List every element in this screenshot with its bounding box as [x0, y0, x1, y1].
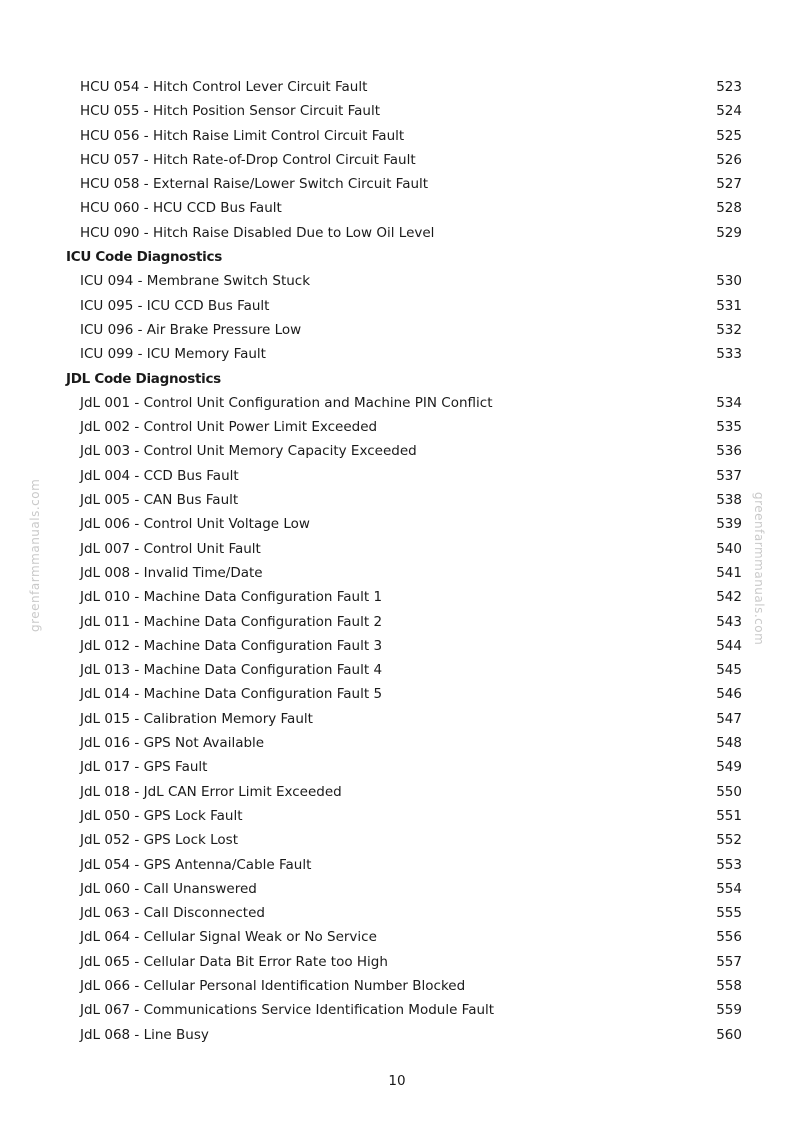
toc-entry[interactable] — [0, 488, 794, 512]
toc-entry[interactable] — [0, 707, 794, 731]
toc-entry-title: HCU 054 - Hitch Control Lever Circuit Fault — [80, 79, 368, 95]
toc-entry-page: 531 — [716, 297, 742, 314]
toc-entry-page: 550 — [716, 783, 742, 800]
toc-entry-title: ICU 096 - Air Brake Pressure Low — [80, 321, 302, 338]
watermark-right: greenfarmmanuals.com — [752, 492, 766, 646]
toc-entry-title: JdL 010 - Machine Data Configuration Fault 1 — [80, 589, 383, 606]
toc-entry-title: JdL 066 - Cellular Personal Identification Number Blocked — [80, 977, 466, 994]
toc-entry-page: 558 — [716, 977, 742, 994]
toc-entry-page: 548 — [716, 735, 742, 752]
toc-entry[interactable] — [0, 196, 794, 220]
toc-entry[interactable] — [0, 561, 794, 585]
toc-entry[interactable] — [0, 998, 794, 1022]
toc-entry-title: HCU 057 - Hitch Rate-of-Drop Control Circuit Fault — [80, 151, 416, 168]
toc-entry-page: 536 — [716, 443, 742, 460]
toc-entry[interactable] — [0, 853, 794, 877]
toc-entry-title: JdL 003 - Control Unit Memory Capacity Exceeded — [80, 443, 417, 460]
toc-entry-title: JdL 008 - Invalid Time/Date — [80, 564, 263, 581]
toc-entry[interactable] — [0, 682, 794, 706]
toc-entry-title: JdL 013 - Machine Data Configuration Fault 4 — [80, 662, 383, 679]
toc-entry-title: JdL 054 - GPS Antenna/Cable Fault — [80, 856, 312, 873]
toc-entry-page: 553 — [716, 856, 742, 873]
toc-entry-page: 525 — [716, 127, 742, 144]
toc-entry[interactable] — [0, 172, 794, 196]
toc-entry-page: 559 — [716, 1002, 742, 1019]
toc-entry-title: JdL 064 - Cellular Signal Weak or No Service — [80, 929, 377, 946]
toc-entry-page: 527 — [716, 176, 742, 193]
toc-entry-title: JdL 018 - JdL CAN Error Limit Exceeded — [80, 783, 342, 800]
toc-entry-title: HCU 055 - Hitch Position Sensor Circuit Fault — [80, 103, 380, 120]
toc-entry-page: 535 — [716, 419, 742, 436]
toc-entry-page: 534 — [716, 394, 742, 411]
toc-entry-title: HCU 060 - HCU CCD Bus Fault — [80, 200, 282, 217]
toc-entry-page: 532 — [716, 321, 742, 338]
toc-entry[interactable] — [0, 950, 794, 974]
toc-entry-title: JdL 015 - Calibration Memory Fault — [80, 710, 313, 727]
toc-entry-page: 556 — [716, 929, 742, 946]
toc-entry[interactable] — [0, 318, 794, 342]
toc-entry-title: JdL 063 - Call Disconnected — [80, 905, 265, 922]
page-number: 10 — [388, 1073, 406, 1089]
toc-entry[interactable] — [0, 512, 794, 536]
toc-entry[interactable] — [0, 974, 794, 998]
toc-entry-title: JdL 001 - Control Unit Configuration and Machine PIN Conflict — [80, 394, 493, 411]
toc-entry-title: JDL Code Diagnostics — [66, 370, 221, 387]
toc-section-heading — [0, 245, 794, 269]
toc-entry[interactable] — [0, 901, 794, 925]
toc-entry-page: 530 — [716, 273, 742, 290]
toc-entry-page: 538 — [716, 492, 742, 509]
toc-entry[interactable] — [0, 610, 794, 634]
toc-entry-title: JdL 011 - Machine Data Configuration Fault 2 — [80, 613, 383, 630]
toc-entry-page: 537 — [716, 467, 742, 484]
toc-entry[interactable] — [0, 634, 794, 658]
toc-entry-page: 529 — [716, 224, 742, 241]
toc-entry-page: 543 — [716, 613, 742, 630]
toc-entry-title: JdL 060 - Call Unanswered — [80, 880, 257, 897]
toc-entry-title: JdL 012 - Machine Data Configuration Fault 3 — [80, 637, 383, 654]
toc-entry-title: ICU 094 - Membrane Switch Stuck — [80, 273, 311, 290]
toc-entry[interactable] — [0, 755, 794, 779]
toc-entry[interactable] — [0, 391, 794, 415]
toc-entry-title: JdL 017 - GPS Fault — [80, 759, 208, 776]
toc-entry[interactable] — [0, 780, 794, 804]
toc-entry-page: 524 — [716, 103, 742, 120]
toc-entry-title: JdL 052 - GPS Lock Lost — [80, 832, 238, 849]
toc-entry-title: HCU 056 - Hitch Raise Limit Control Circuit Fault — [80, 127, 405, 144]
toc-entry-page: 528 — [716, 200, 742, 217]
toc-entry[interactable] — [0, 415, 794, 439]
watermark-left: greenfarmmanuals.com — [28, 478, 42, 632]
table-of-contents — [0, 75, 794, 1047]
toc-entry-page: 540 — [716, 540, 742, 557]
toc-entry[interactable] — [0, 925, 794, 949]
toc-entry-title: JdL 014 - Machine Data Configuration Fault 5 — [80, 686, 383, 703]
toc-entry-title: JdL 068 - Line Busy — [80, 1026, 209, 1043]
toc-entry-title: JdL 005 - CAN Bus Fault — [80, 492, 239, 509]
toc-entry-title: ICU 099 - ICU Memory Fault — [80, 346, 266, 363]
toc-entry-title: JdL 004 - CCD Bus Fault — [80, 467, 239, 484]
toc-entry[interactable] — [0, 658, 794, 682]
toc-entry-page: 554 — [716, 880, 742, 897]
toc-entry-page: 542 — [716, 589, 742, 606]
toc-entry[interactable] — [0, 464, 794, 488]
toc-entry[interactable] — [0, 585, 794, 609]
toc-entry-page: 533 — [716, 346, 742, 363]
toc-entry[interactable] — [0, 294, 794, 318]
toc-entry-title: JdL 007 - Control Unit Fault — [80, 540, 261, 557]
toc-entry-title: HCU 058 - External Raise/Lower Switch Circuit Fault — [80, 176, 429, 193]
toc-entry[interactable] — [0, 877, 794, 901]
toc-entry-page: 546 — [716, 686, 742, 703]
toc-entry[interactable] — [0, 804, 794, 828]
toc-entry[interactable] — [0, 342, 794, 366]
toc-entry-page: 545 — [716, 662, 742, 679]
toc-entry[interactable] — [0, 269, 794, 293]
toc-entry-page: 555 — [716, 905, 742, 922]
toc-entry[interactable] — [0, 124, 794, 148]
toc-entry[interactable] — [0, 439, 794, 463]
toc-entry-page: 544 — [716, 637, 742, 654]
toc-entry-title: JdL 050 - GPS Lock Fault — [80, 807, 243, 824]
toc-entry-title: JdL 006 - Control Unit Voltage Low — [80, 516, 310, 533]
toc-entry[interactable] — [0, 1023, 794, 1047]
toc-entry-page: 539 — [716, 516, 742, 533]
toc-entry[interactable] — [0, 731, 794, 755]
toc-entry[interactable] — [0, 75, 794, 99]
toc-entry[interactable] — [0, 828, 794, 852]
toc-entry[interactable] — [0, 537, 794, 561]
toc-entry-title: JdL 067 - Communications Service Identification Module Fault — [80, 1002, 495, 1019]
toc-entry-title: HCU 090 - Hitch Raise Disabled Due to Low Oil Level — [80, 224, 435, 241]
toc-entry-page: 526 — [716, 151, 742, 168]
toc-entry-page: 552 — [716, 832, 742, 849]
toc-entry-title: JdL 016 - GPS Not Available — [80, 735, 265, 752]
toc-entry-page: 549 — [716, 759, 742, 776]
toc-entry[interactable] — [0, 221, 794, 245]
toc-entry-page: 551 — [716, 807, 742, 824]
toc-entry-title: JdL 002 - Control Unit Power Limit Exceeded — [80, 419, 378, 436]
toc-entry-title: ICU 095 - ICU CCD Bus Fault — [80, 297, 270, 314]
toc-entry-title: ICU Code Diagnostics — [66, 249, 222, 266]
toc-entry-page: 541 — [716, 564, 742, 581]
toc-entry-page: 523 — [716, 79, 742, 95]
toc-entry-page: 560 — [716, 1026, 742, 1043]
toc-entry[interactable] — [0, 148, 794, 172]
toc-entry[interactable] — [0, 99, 794, 123]
toc-entry-page: 557 — [716, 953, 742, 970]
toc-entry-page: 547 — [716, 710, 742, 727]
toc-entry-title: JdL 065 - Cellular Data Bit Error Rate too High — [80, 953, 388, 970]
toc-section-heading — [0, 367, 794, 391]
